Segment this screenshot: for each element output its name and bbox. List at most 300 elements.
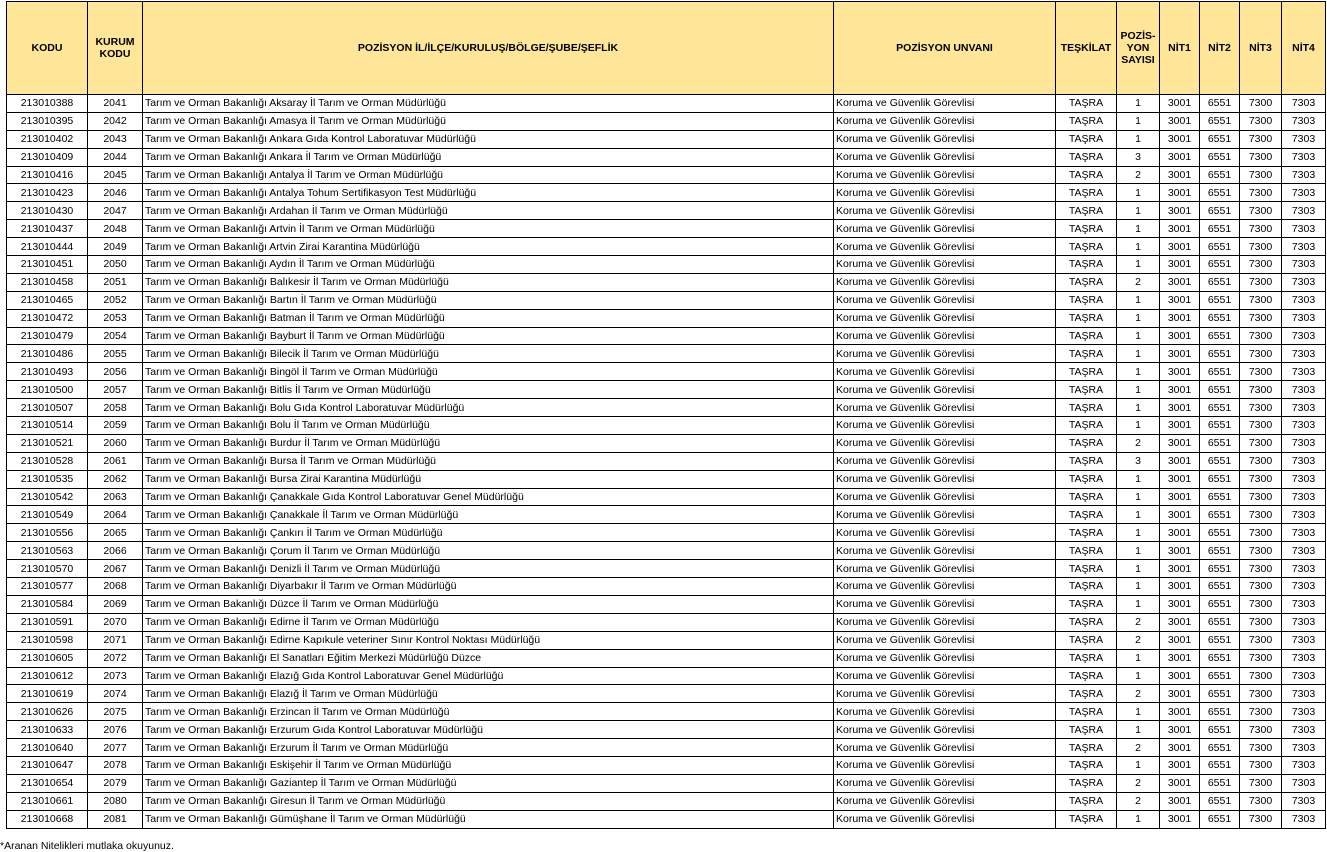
cell-pozisyon-yer: Tarım ve Orman Bakanlığı Bayburt İl Tarım ve Orman Müdürlüğü <box>143 327 834 345</box>
cell-nit2: 6551 <box>1200 434 1240 452</box>
cell-kurum-kodu: 2045 <box>88 166 143 184</box>
cell-nit2: 6551 <box>1200 452 1240 470</box>
cell-nit3: 7300 <box>1240 703 1282 721</box>
cell-kodu: 213010472 <box>7 309 88 327</box>
cell-kurum-kodu: 2041 <box>88 95 143 113</box>
cell-kodu: 213010598 <box>7 631 88 649</box>
cell-teskilat: TAŞRA <box>1056 756 1117 774</box>
cell-nit2: 6551 <box>1200 774 1240 792</box>
cell-kurum-kodu: 2072 <box>88 649 143 667</box>
cell-nit3: 7300 <box>1240 327 1282 345</box>
cell-kurum-kodu: 2070 <box>88 613 143 631</box>
cell-pozisyon-unvani: Koruma ve Güvenlik Görevlisi <box>834 381 1056 399</box>
cell-nit2: 6551 <box>1200 739 1240 757</box>
cell-pozisyon-sayisi: 2 <box>1117 613 1160 631</box>
cell-kurum-kodu: 2079 <box>88 774 143 792</box>
cell-pozisyon-sayisi: 1 <box>1117 649 1160 667</box>
cell-nit4: 7303 <box>1282 703 1326 721</box>
cell-nit4: 7303 <box>1282 721 1326 739</box>
cell-pozisyon-yer: Tarım ve Orman Bakanlığı Elazığ Gıda Kontrol Laboratuvar Genel Müdürlüğü <box>143 667 834 685</box>
table-row <box>7 470 1326 488</box>
cell-teskilat: TAŞRA <box>1056 560 1117 578</box>
cell-kodu: 213010633 <box>7 721 88 739</box>
table-row <box>7 399 1326 417</box>
cell-teskilat: TAŞRA <box>1056 148 1117 166</box>
cell-pozisyon-sayisi: 1 <box>1117 595 1160 613</box>
cell-nit1: 3001 <box>1160 166 1200 184</box>
cell-pozisyon-sayisi: 1 <box>1117 327 1160 345</box>
cell-pozisyon-unvani: Koruma ve Güvenlik Görevlisi <box>834 327 1056 345</box>
cell-nit3: 7300 <box>1240 363 1282 381</box>
header-kodu: KODU <box>7 2 88 95</box>
cell-nit3: 7300 <box>1240 470 1282 488</box>
cell-nit3: 7300 <box>1240 542 1282 560</box>
cell-nit1: 3001 <box>1160 685 1200 703</box>
cell-kodu: 213010563 <box>7 542 88 560</box>
cell-pozisyon-sayisi: 1 <box>1117 95 1160 113</box>
cell-nit4: 7303 <box>1282 184 1326 202</box>
cell-nit1: 3001 <box>1160 363 1200 381</box>
cell-nit2: 6551 <box>1200 560 1240 578</box>
cell-pozisyon-sayisi: 1 <box>1117 381 1160 399</box>
cell-teskilat: TAŞRA <box>1056 130 1117 148</box>
table-row <box>7 756 1326 774</box>
cell-kodu: 213010668 <box>7 810 88 828</box>
cell-nit2: 6551 <box>1200 578 1240 596</box>
cell-pozisyon-unvani: Koruma ve Güvenlik Görevlisi <box>834 470 1056 488</box>
cell-kodu: 213010619 <box>7 685 88 703</box>
cell-nit3: 7300 <box>1240 273 1282 291</box>
cell-kurum-kodu: 2056 <box>88 363 143 381</box>
cell-nit4: 7303 <box>1282 792 1326 810</box>
cell-kurum-kodu: 2068 <box>88 578 143 596</box>
cell-pozisyon-yer: Tarım ve Orman Bakanlığı Erzurum Gıda Kontrol Laboratuvar Müdürlüğü <box>143 721 834 739</box>
cell-teskilat: TAŞRA <box>1056 256 1117 274</box>
cell-nit4: 7303 <box>1282 560 1326 578</box>
cell-pozisyon-yer: Tarım ve Orman Bakanlığı Çorum İl Tarım ve Orman Müdürlüğü <box>143 542 834 560</box>
cell-nit1: 3001 <box>1160 291 1200 309</box>
cell-nit4: 7303 <box>1282 220 1326 238</box>
cell-pozisyon-sayisi: 2 <box>1117 739 1160 757</box>
cell-nit2: 6551 <box>1200 810 1240 828</box>
cell-pozisyon-unvani: Koruma ve Güvenlik Görevlisi <box>834 721 1056 739</box>
table-row <box>7 667 1326 685</box>
cell-pozisyon-sayisi: 1 <box>1117 810 1160 828</box>
cell-pozisyon-unvani: Koruma ve Güvenlik Görevlisi <box>834 542 1056 560</box>
table-row <box>7 327 1326 345</box>
cell-teskilat: TAŞRA <box>1056 238 1117 256</box>
table-row <box>7 792 1326 810</box>
table-row <box>7 148 1326 166</box>
cell-pozisyon-yer: Tarım ve Orman Bakanlığı Edirne Kapıkule veteriner Sınır Kontrol Noktası Müdürlüğü <box>143 631 834 649</box>
cell-nit2: 6551 <box>1200 792 1240 810</box>
cell-nit1: 3001 <box>1160 756 1200 774</box>
table-row <box>7 95 1326 113</box>
cell-nit4: 7303 <box>1282 309 1326 327</box>
cell-nit1: 3001 <box>1160 434 1200 452</box>
cell-nit3: 7300 <box>1240 560 1282 578</box>
cell-pozisyon-sayisi: 1 <box>1117 399 1160 417</box>
cell-pozisyon-sayisi: 1 <box>1117 202 1160 220</box>
cell-nit4: 7303 <box>1282 488 1326 506</box>
cell-nit2: 6551 <box>1200 345 1240 363</box>
cell-kodu: 213010605 <box>7 649 88 667</box>
cell-pozisyon-yer: Tarım ve Orman Bakanlığı Erzincan İl Tarım ve Orman Müdürlüğü <box>143 703 834 721</box>
header-row <box>7 2 1326 95</box>
cell-kodu: 213010640 <box>7 739 88 757</box>
cell-nit2: 6551 <box>1200 291 1240 309</box>
cell-kurum-kodu: 2078 <box>88 756 143 774</box>
cell-nit1: 3001 <box>1160 345 1200 363</box>
cell-pozisyon-unvani: Koruma ve Güvenlik Görevlisi <box>834 774 1056 792</box>
cell-pozisyon-yer: Tarım ve Orman Bakanlığı Ankara Gıda Kontrol Laboratuvar Müdürlüğü <box>143 130 834 148</box>
table-row <box>7 595 1326 613</box>
cell-kodu: 213010493 <box>7 363 88 381</box>
cell-pozisyon-unvani: Koruma ve Güvenlik Görevlisi <box>834 291 1056 309</box>
cell-kurum-kodu: 2043 <box>88 130 143 148</box>
cell-teskilat: TAŞRA <box>1056 309 1117 327</box>
cell-nit2: 6551 <box>1200 273 1240 291</box>
cell-pozisyon-sayisi: 1 <box>1117 756 1160 774</box>
cell-pozisyon-unvani: Koruma ve Güvenlik Görevlisi <box>834 112 1056 130</box>
cell-nit2: 6551 <box>1200 685 1240 703</box>
cell-pozisyon-unvani: Koruma ve Güvenlik Görevlisi <box>834 667 1056 685</box>
cell-pozisyon-yer: Tarım ve Orman Bakanlığı Bolu Gıda Kontrol Laboratuvar Müdürlüğü <box>143 399 834 417</box>
cell-nit1: 3001 <box>1160 327 1200 345</box>
cell-pozisyon-sayisi: 1 <box>1117 488 1160 506</box>
cell-nit1: 3001 <box>1160 273 1200 291</box>
table-row <box>7 452 1326 470</box>
cell-kodu: 213010423 <box>7 184 88 202</box>
cell-pozisyon-yer: Tarım ve Orman Bakanlığı Artvin İl Tarım ve Orman Müdürlüğü <box>143 220 834 238</box>
cell-nit2: 6551 <box>1200 95 1240 113</box>
cell-nit2: 6551 <box>1200 148 1240 166</box>
cell-pozisyon-yer: Tarım ve Orman Bakanlığı Aksaray İl Tarım ve Orman Müdürlüğü <box>143 95 834 113</box>
cell-pozisyon-unvani: Koruma ve Güvenlik Görevlisi <box>834 792 1056 810</box>
cell-kodu: 213010521 <box>7 434 88 452</box>
cell-pozisyon-unvani: Koruma ve Güvenlik Görevlisi <box>834 130 1056 148</box>
cell-nit1: 3001 <box>1160 202 1200 220</box>
cell-nit1: 3001 <box>1160 184 1200 202</box>
cell-nit1: 3001 <box>1160 649 1200 667</box>
cell-teskilat: TAŞRA <box>1056 452 1117 470</box>
cell-teskilat: TAŞRA <box>1056 417 1117 435</box>
cell-nit4: 7303 <box>1282 739 1326 757</box>
cell-teskilat: TAŞRA <box>1056 810 1117 828</box>
cell-pozisyon-sayisi: 2 <box>1117 792 1160 810</box>
cell-nit1: 3001 <box>1160 578 1200 596</box>
cell-pozisyon-yer: Tarım ve Orman Bakanlığı Balıkesir İl Tarım ve Orman Müdürlüğü <box>143 273 834 291</box>
cell-nit1: 3001 <box>1160 488 1200 506</box>
cell-pozisyon-unvani: Koruma ve Güvenlik Görevlisi <box>834 810 1056 828</box>
cell-kodu: 213010661 <box>7 792 88 810</box>
table-row <box>7 613 1326 631</box>
table-row <box>7 721 1326 739</box>
cell-pozisyon-yer: Tarım ve Orman Bakanlığı Erzurum İl Tarım ve Orman Müdürlüğü <box>143 739 834 757</box>
cell-nit4: 7303 <box>1282 774 1326 792</box>
cell-pozisyon-unvani: Koruma ve Güvenlik Görevlisi <box>834 631 1056 649</box>
cell-kurum-kodu: 2058 <box>88 399 143 417</box>
cell-nit1: 3001 <box>1160 112 1200 130</box>
cell-nit3: 7300 <box>1240 434 1282 452</box>
cell-pozisyon-sayisi: 2 <box>1117 166 1160 184</box>
cell-nit1: 3001 <box>1160 721 1200 739</box>
cell-nit2: 6551 <box>1200 184 1240 202</box>
table-row <box>7 434 1326 452</box>
cell-pozisyon-yer: Tarım ve Orman Bakanlığı Bitlis İl Tarım ve Orman Müdürlüğü <box>143 381 834 399</box>
cell-kurum-kodu: 2074 <box>88 685 143 703</box>
cell-pozisyon-yer: Tarım ve Orman Bakanlığı Bingöl İl Tarım ve Orman Müdürlüğü <box>143 363 834 381</box>
cell-nit1: 3001 <box>1160 667 1200 685</box>
cell-nit2: 6551 <box>1200 256 1240 274</box>
cell-kodu: 213010514 <box>7 417 88 435</box>
cell-pozisyon-unvani: Koruma ve Güvenlik Görevlisi <box>834 595 1056 613</box>
cell-nit1: 3001 <box>1160 309 1200 327</box>
cell-nit2: 6551 <box>1200 667 1240 685</box>
cell-teskilat: TAŞRA <box>1056 184 1117 202</box>
cell-nit4: 7303 <box>1282 399 1326 417</box>
cell-kodu: 213010430 <box>7 202 88 220</box>
cell-pozisyon-sayisi: 1 <box>1117 112 1160 130</box>
cell-kodu: 213010388 <box>7 95 88 113</box>
cell-teskilat: TAŞRA <box>1056 202 1117 220</box>
cell-nit3: 7300 <box>1240 631 1282 649</box>
table-row <box>7 381 1326 399</box>
cell-teskilat: TAŞRA <box>1056 595 1117 613</box>
cell-kurum-kodu: 2077 <box>88 739 143 757</box>
cell-pozisyon-sayisi: 1 <box>1117 291 1160 309</box>
cell-pozisyon-sayisi: 1 <box>1117 184 1160 202</box>
cell-kurum-kodu: 2059 <box>88 417 143 435</box>
cell-kodu: 213010591 <box>7 613 88 631</box>
cell-nit2: 6551 <box>1200 238 1240 256</box>
cell-pozisyon-sayisi: 2 <box>1117 774 1160 792</box>
cell-nit3: 7300 <box>1240 685 1282 703</box>
footnote: *Aranan Nitelikleri mutlaka okuyunuz. <box>0 840 174 852</box>
cell-pozisyon-yer: Tarım ve Orman Bakanlığı Çanakkale Gıda Kontrol Laboratuvar Genel Müdürlüğü <box>143 488 834 506</box>
cell-pozisyon-sayisi: 1 <box>1117 309 1160 327</box>
cell-nit2: 6551 <box>1200 112 1240 130</box>
cell-pozisyon-unvani: Koruma ve Güvenlik Görevlisi <box>834 756 1056 774</box>
cell-pozisyon-sayisi: 1 <box>1117 578 1160 596</box>
cell-nit3: 7300 <box>1240 578 1282 596</box>
cell-pozisyon-unvani: Koruma ve Güvenlik Görevlisi <box>834 488 1056 506</box>
cell-pozisyon-sayisi: 2 <box>1117 631 1160 649</box>
table-row <box>7 112 1326 130</box>
table-row <box>7 184 1326 202</box>
cell-nit2: 6551 <box>1200 703 1240 721</box>
cell-pozisyon-unvani: Koruma ve Güvenlik Görevlisi <box>834 256 1056 274</box>
cell-pozisyon-sayisi: 2 <box>1117 273 1160 291</box>
cell-pozisyon-yer: Tarım ve Orman Bakanlığı Aydın İl Tarım ve Orman Müdürlüğü <box>143 256 834 274</box>
table-row <box>7 273 1326 291</box>
table-row <box>7 506 1326 524</box>
cell-nit2: 6551 <box>1200 756 1240 774</box>
cell-pozisyon-yer: Tarım ve Orman Bakanlığı Giresun İl Tarım ve Orman Müdürlüğü <box>143 792 834 810</box>
cell-nit4: 7303 <box>1282 363 1326 381</box>
cell-nit3: 7300 <box>1240 238 1282 256</box>
cell-nit1: 3001 <box>1160 792 1200 810</box>
table-row <box>7 363 1326 381</box>
cell-kurum-kodu: 2051 <box>88 273 143 291</box>
header-pozisyon-unvani: POZİSYON UNVANI <box>834 2 1056 95</box>
cell-nit3: 7300 <box>1240 112 1282 130</box>
cell-kurum-kodu: 2052 <box>88 291 143 309</box>
cell-teskilat: TAŞRA <box>1056 792 1117 810</box>
cell-nit3: 7300 <box>1240 488 1282 506</box>
cell-nit3: 7300 <box>1240 345 1282 363</box>
cell-teskilat: TAŞRA <box>1056 112 1117 130</box>
cell-kurum-kodu: 2080 <box>88 792 143 810</box>
cell-pozisyon-yer: Tarım ve Orman Bakanlığı Eskişehir İl Tarım ve Orman Müdürlüğü <box>143 756 834 774</box>
table-row <box>7 685 1326 703</box>
cell-nit4: 7303 <box>1282 631 1326 649</box>
cell-teskilat: TAŞRA <box>1056 327 1117 345</box>
cell-nit3: 7300 <box>1240 291 1282 309</box>
cell-nit1: 3001 <box>1160 256 1200 274</box>
cell-pozisyon-unvani: Koruma ve Güvenlik Görevlisi <box>834 452 1056 470</box>
cell-nit1: 3001 <box>1160 238 1200 256</box>
cell-nit1: 3001 <box>1160 703 1200 721</box>
cell-nit3: 7300 <box>1240 399 1282 417</box>
cell-nit2: 6551 <box>1200 595 1240 613</box>
cell-nit3: 7300 <box>1240 309 1282 327</box>
cell-nit1: 3001 <box>1160 631 1200 649</box>
cell-nit4: 7303 <box>1282 273 1326 291</box>
table-row <box>7 220 1326 238</box>
cell-teskilat: TAŞRA <box>1056 685 1117 703</box>
cell-nit2: 6551 <box>1200 220 1240 238</box>
cell-teskilat: TAŞRA <box>1056 399 1117 417</box>
table-row <box>7 524 1326 542</box>
cell-pozisyon-unvani: Koruma ve Güvenlik Görevlisi <box>834 148 1056 166</box>
cell-nit3: 7300 <box>1240 202 1282 220</box>
cell-nit1: 3001 <box>1160 542 1200 560</box>
cell-nit4: 7303 <box>1282 238 1326 256</box>
cell-teskilat: TAŞRA <box>1056 667 1117 685</box>
cell-teskilat: TAŞRA <box>1056 273 1117 291</box>
cell-pozisyon-yer: Tarım ve Orman Bakanlığı Amasya İl Tarım ve Orman Müdürlüğü <box>143 112 834 130</box>
cell-nit4: 7303 <box>1282 595 1326 613</box>
cell-nit4: 7303 <box>1282 613 1326 631</box>
cell-nit4: 7303 <box>1282 685 1326 703</box>
header-kurum-kodu: KURUM KODU <box>88 2 143 95</box>
cell-nit4: 7303 <box>1282 130 1326 148</box>
cell-teskilat: TAŞRA <box>1056 506 1117 524</box>
cell-nit1: 3001 <box>1160 560 1200 578</box>
cell-nit4: 7303 <box>1282 756 1326 774</box>
cell-pozisyon-unvani: Koruma ve Güvenlik Görevlisi <box>834 434 1056 452</box>
cell-kodu: 213010444 <box>7 238 88 256</box>
cell-nit4: 7303 <box>1282 506 1326 524</box>
cell-kurum-kodu: 2073 <box>88 667 143 685</box>
cell-teskilat: TAŞRA <box>1056 578 1117 596</box>
cell-nit4: 7303 <box>1282 202 1326 220</box>
cell-nit4: 7303 <box>1282 452 1326 470</box>
cell-teskilat: TAŞRA <box>1056 345 1117 363</box>
cell-kodu: 213010486 <box>7 345 88 363</box>
cell-kodu: 213010584 <box>7 595 88 613</box>
cell-nit2: 6551 <box>1200 363 1240 381</box>
cell-pozisyon-unvani: Koruma ve Güvenlik Görevlisi <box>834 524 1056 542</box>
cell-pozisyon-unvani: Koruma ve Güvenlik Görevlisi <box>834 506 1056 524</box>
cell-kodu: 213010465 <box>7 291 88 309</box>
cell-kurum-kodu: 2060 <box>88 434 143 452</box>
cell-nit2: 6551 <box>1200 631 1240 649</box>
cell-pozisyon-yer: Tarım ve Orman Bakanlığı Ardahan İl Tarım ve Orman Müdürlüğü <box>143 202 834 220</box>
cell-kodu: 213010451 <box>7 256 88 274</box>
cell-nit4: 7303 <box>1282 470 1326 488</box>
cell-teskilat: TAŞRA <box>1056 434 1117 452</box>
cell-nit3: 7300 <box>1240 774 1282 792</box>
cell-teskilat: TAŞRA <box>1056 363 1117 381</box>
cell-pozisyon-yer: Tarım ve Orman Bakanlığı Antalya İl Tarım ve Orman Müdürlüğü <box>143 166 834 184</box>
table-row <box>7 256 1326 274</box>
cell-pozisyon-yer: Tarım ve Orman Bakanlığı Bilecik İl Tarım ve Orman Müdürlüğü <box>143 345 834 363</box>
table-row <box>7 542 1326 560</box>
cell-kodu: 213010577 <box>7 578 88 596</box>
cell-pozisyon-yer: Tarım ve Orman Bakanlığı Ankara İl Tarım ve Orman Müdürlüğü <box>143 148 834 166</box>
cell-nit4: 7303 <box>1282 810 1326 828</box>
cell-kurum-kodu: 2057 <box>88 381 143 399</box>
cell-pozisyon-unvani: Koruma ve Güvenlik Görevlisi <box>834 95 1056 113</box>
cell-pozisyon-sayisi: 1 <box>1117 506 1160 524</box>
cell-teskilat: TAŞRA <box>1056 524 1117 542</box>
cell-nit1: 3001 <box>1160 452 1200 470</box>
table-row <box>7 774 1326 792</box>
cell-nit1: 3001 <box>1160 810 1200 828</box>
cell-pozisyon-unvani: Koruma ve Güvenlik Görevlisi <box>834 345 1056 363</box>
cell-nit4: 7303 <box>1282 95 1326 113</box>
cell-pozisyon-unvani: Koruma ve Güvenlik Görevlisi <box>834 703 1056 721</box>
cell-kodu: 213010437 <box>7 220 88 238</box>
cell-kodu: 213010409 <box>7 148 88 166</box>
cell-kodu: 213010549 <box>7 506 88 524</box>
cell-nit2: 6551 <box>1200 470 1240 488</box>
cell-nit1: 3001 <box>1160 399 1200 417</box>
cell-pozisyon-sayisi: 1 <box>1117 470 1160 488</box>
cell-nit3: 7300 <box>1240 792 1282 810</box>
cell-nit3: 7300 <box>1240 721 1282 739</box>
cell-kodu: 213010556 <box>7 524 88 542</box>
cell-kurum-kodu: 2044 <box>88 148 143 166</box>
cell-pozisyon-yer: Tarım ve Orman Bakanlığı Burdur İl Tarım ve Orman Müdürlüğü <box>143 434 834 452</box>
cell-nit3: 7300 <box>1240 166 1282 184</box>
cell-kodu: 213010416 <box>7 166 88 184</box>
cell-teskilat: TAŞRA <box>1056 95 1117 113</box>
cell-pozisyon-unvani: Koruma ve Güvenlik Görevlisi <box>834 739 1056 757</box>
cell-pozisyon-yer: Tarım ve Orman Bakanlığı Düzce İl Tarım ve Orman Müdürlüğü <box>143 595 834 613</box>
cell-kurum-kodu: 2066 <box>88 542 143 560</box>
cell-teskilat: TAŞRA <box>1056 291 1117 309</box>
cell-nit2: 6551 <box>1200 506 1240 524</box>
cell-pozisyon-unvani: Koruma ve Güvenlik Görevlisi <box>834 363 1056 381</box>
cell-pozisyon-yer: Tarım ve Orman Bakanlığı Antalya Tohum Sertifikasyon Test Müdürlüğü <box>143 184 834 202</box>
cell-nit3: 7300 <box>1240 667 1282 685</box>
cell-kurum-kodu: 2063 <box>88 488 143 506</box>
cell-pozisyon-unvani: Koruma ve Güvenlik Görevlisi <box>834 578 1056 596</box>
cell-pozisyon-yer: Tarım ve Orman Bakanlığı El Sanatları Eğitim Merkezi Müdürlüğü Düzce <box>143 649 834 667</box>
cell-teskilat: TAŞRA <box>1056 613 1117 631</box>
cell-pozisyon-sayisi: 2 <box>1117 434 1160 452</box>
cell-nit4: 7303 <box>1282 578 1326 596</box>
cell-nit1: 3001 <box>1160 95 1200 113</box>
cell-kodu: 213010458 <box>7 273 88 291</box>
cell-kurum-kodu: 2046 <box>88 184 143 202</box>
table-row <box>7 291 1326 309</box>
cell-kodu: 213010570 <box>7 560 88 578</box>
cell-nit3: 7300 <box>1240 756 1282 774</box>
